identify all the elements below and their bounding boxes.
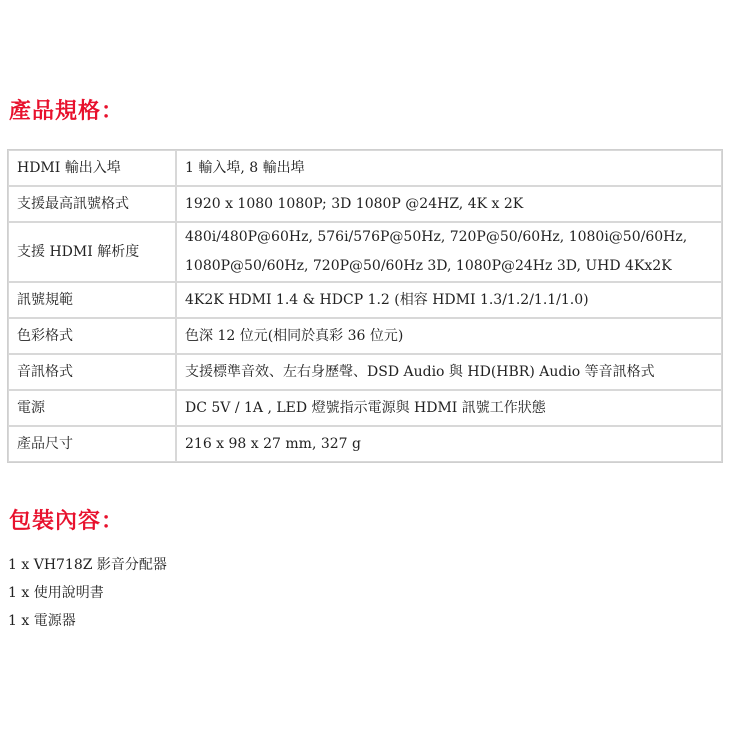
spec-label: 音訊格式 — [8, 354, 176, 390]
spec-value — [176, 426, 722, 462]
spec-value-line: 4K2K HDMI 1.4 & HDCP 1.2 (相容 HDMI 1.3/1.2/1.1/1.0) — [185, 291, 589, 308]
spec-value-line: 480i/480P@60Hz, 576i/576P@50Hz, 720P@50/60Hz, 1080i@50/60Hz, — [185, 229, 688, 245]
spec-value-line: 1 輸入埠, 8 輸出埠 — [185, 159, 305, 176]
spec-value-line: DC 5V / 1A , LED 燈號指示電源與 HDMI 訊號工作狀態 — [185, 399, 546, 416]
spec-value — [176, 390, 722, 426]
spec-label: 色彩格式 — [8, 318, 176, 354]
spec-label: HDMI 輸出入埠 — [8, 150, 176, 186]
package-list — [8, 553, 167, 637]
spec-value-line: 1920 x 1080 1080P; 3D 1080P @24HZ, 4K x 2K — [185, 195, 524, 212]
spec-value — [176, 354, 722, 390]
spec-value-line: 1080P@50/60Hz, 720P@50/60Hz 3D, 1080P@24Hz 3D, UHD 4Kx2K — [185, 258, 672, 274]
list-item: 1 x 使用說明書 — [8, 585, 104, 601]
spec-label: 支援 HDMI 解析度 — [8, 222, 176, 282]
spec-row-standard — [8, 282, 722, 318]
spec-table — [7, 149, 723, 463]
spec-value-line: 支援標準音效、左右身歷聲、DSD Audio 與 HD(HBR) Audio 等音訊格式 — [185, 363, 655, 380]
spec-value — [176, 318, 722, 354]
spec-label: 支援最高訊號格式 — [8, 186, 176, 222]
spec-row-dimensions — [8, 426, 722, 462]
spec-value-line: 216 x 98 x 27 mm, 327 g — [185, 435, 361, 452]
spec-row-audio — [8, 354, 722, 390]
spec-value — [176, 150, 722, 186]
spec-label: 電源 — [8, 390, 176, 426]
spec-value-line: 色深 12 位元(相同於真彩 36 位元) — [185, 327, 404, 344]
spec-label: 訊號規範 — [8, 282, 176, 318]
spec-row-hdmi-ports — [8, 150, 722, 186]
spec-row-resolution — [8, 222, 722, 282]
spec-section-title: 產品規格： — [9, 99, 125, 124]
list-item: 1 x 電源器 — [8, 613, 76, 629]
spec-value — [176, 186, 722, 222]
spec-row-max-signal — [8, 186, 722, 222]
spec-label: 產品尺寸 — [8, 426, 176, 462]
spec-row-color — [8, 318, 722, 354]
spec-value — [176, 222, 722, 282]
spec-value — [176, 282, 722, 318]
list-item: 1 x VH718Z 影音分配器 — [8, 557, 167, 573]
package-section-title: 包裝內容： — [9, 509, 125, 534]
spec-row-power — [8, 390, 722, 426]
